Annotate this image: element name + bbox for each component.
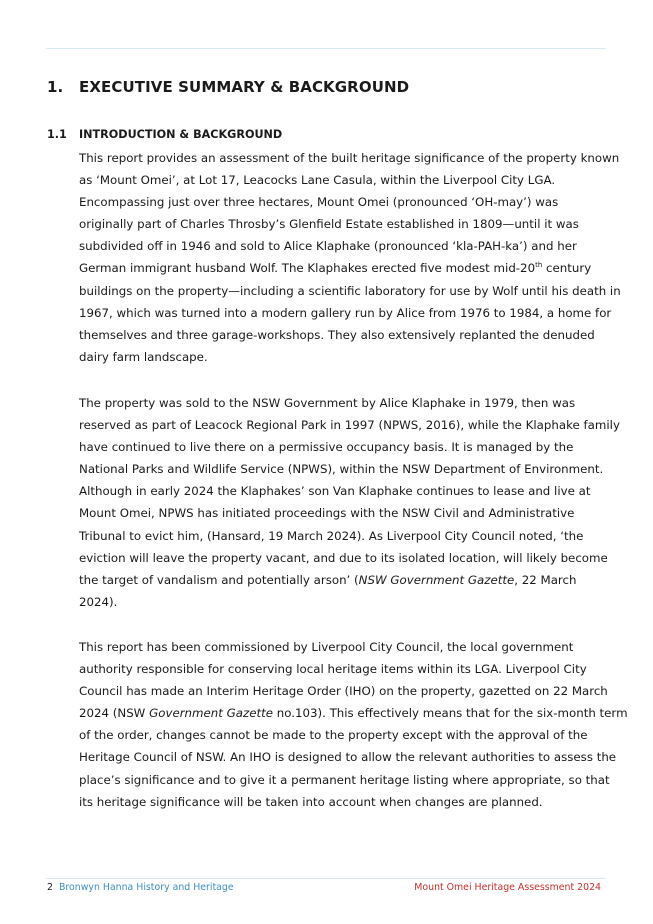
header-rule bbox=[46, 48, 606, 49]
text-line: Encompassing just over three hectares, Mount Omei (pronounced ‘OH-may’) was bbox=[79, 195, 559, 210]
text-line: of the order, changes cannot be made to the property except with the approval of the bbox=[79, 728, 588, 743]
text-line: Although in early 2024 the Klaphakes’ son Van Klaphake continues to lease and live at bbox=[79, 484, 591, 499]
subsection-heading bbox=[47, 128, 282, 141]
text-run: century bbox=[542, 261, 592, 276]
text-line: 1967, which was turned into a modern gallery run by Alice from 1976 to 1984, a home for bbox=[79, 305, 612, 320]
text-run: the target of vandalism and potentially arson’ ( bbox=[79, 572, 359, 587]
section-title: EXECUTIVE SUMMARY & BACKGROUND bbox=[79, 78, 410, 96]
text-run: , 22 March bbox=[514, 572, 577, 587]
section-heading bbox=[47, 78, 409, 96]
footer-organisation: Bronwyn Hanna History and Heritage bbox=[58, 882, 234, 893]
text-line: Heritage Council of NSW. An IHO is designed to allow the relevant authorities to assess the bbox=[79, 750, 617, 765]
text-line: eviction will leave the property vacant, and due to its isolated location, will likely become bbox=[79, 550, 608, 565]
italic-title: NSW Government Gazette bbox=[358, 572, 515, 587]
superscript: th bbox=[535, 261, 543, 270]
text-line bbox=[79, 257, 611, 279]
text-line: themselves and three garage-workshops. They also extensively replanted the denuded bbox=[79, 327, 595, 342]
text-line: Mount Omei, NPWS has initiated proceedings with the NSW Civil and Administrative bbox=[79, 506, 575, 521]
text-line: subdivided off in 1946 and sold to Alice Klaphake (pronounced ‘kla-PAH-ka’) and her bbox=[79, 239, 577, 254]
text-line bbox=[79, 569, 611, 591]
text-line: 2024). bbox=[79, 594, 118, 609]
text-line: reserved as part of Leacock Regional Park in 1997 (NPWS, 2016), while the Klaphake family bbox=[79, 418, 620, 433]
page-number: 2 bbox=[47, 882, 53, 893]
text-line: This report has been commissioned by Liverpool City Council, the local government bbox=[79, 640, 574, 654]
text-line bbox=[79, 702, 628, 724]
paragraph-introduction bbox=[79, 147, 621, 368]
text-line: place’s significance and to give it a permanent heritage listing where appropriate, so that bbox=[79, 772, 610, 787]
subsection-number: 1.1 bbox=[47, 128, 67, 141]
footer-rule bbox=[46, 878, 606, 879]
text-line: Tribunal to evict him, (Hansard, 19 March 2024). As Liverpool City Council noted, ‘the bbox=[79, 528, 584, 543]
paragraph-property-history bbox=[79, 392, 620, 613]
text-line: buildings on the property—including a scientific laboratory for use by Wolf until his death in bbox=[79, 283, 621, 298]
text-line: National Parks and Wildlife Service (NPWS), within the NSW Department of Environment. bbox=[79, 462, 604, 477]
text-line: dairy farm landscape. bbox=[79, 349, 208, 364]
section-number: 1. bbox=[47, 78, 64, 96]
text-line: its heritage significance will be taken into account when changes are planned. bbox=[79, 794, 543, 809]
text-line: This report provides an assessment of the built heritage significance of the property known bbox=[79, 151, 620, 165]
text-line: originally part of Charles Throsby’s Glenfield Estate established in 1809—until it was bbox=[79, 217, 579, 232]
text-line: authority responsible for conserving local heritage items within its LGA. Liverpool City bbox=[79, 662, 587, 677]
text-run: no.103). This effectively means that for the six-month term bbox=[272, 706, 628, 721]
subsection-title: INTRODUCTION & BACKGROUND bbox=[79, 128, 283, 141]
text-run: 2024 (NSW bbox=[79, 706, 150, 721]
text-line: Council has made an Interim Heritage Order (IHO) on the property, gazetted on 22 March bbox=[79, 684, 608, 699]
footer-document-title: Mount Omei Heritage Assessment 2024 bbox=[414, 882, 601, 893]
italic-title: Government Gazette bbox=[149, 706, 273, 721]
text-line: The property was sold to the NSW Government by Alice Klaphake in 1979, then was bbox=[79, 396, 576, 410]
footer-left bbox=[47, 882, 234, 893]
text-line: as ‘Mount Omei’, at Lot 17, Leacocks Lane Casula, within the Liverpool City LGA. bbox=[79, 173, 556, 188]
paragraph-commission bbox=[79, 636, 628, 813]
text-run: German immigrant husband Wolf. The Klaphakes erected five modest mid-20 bbox=[79, 261, 536, 276]
text-line: have continued to live there on a permissive occupancy basis. It is managed by the bbox=[79, 440, 574, 455]
